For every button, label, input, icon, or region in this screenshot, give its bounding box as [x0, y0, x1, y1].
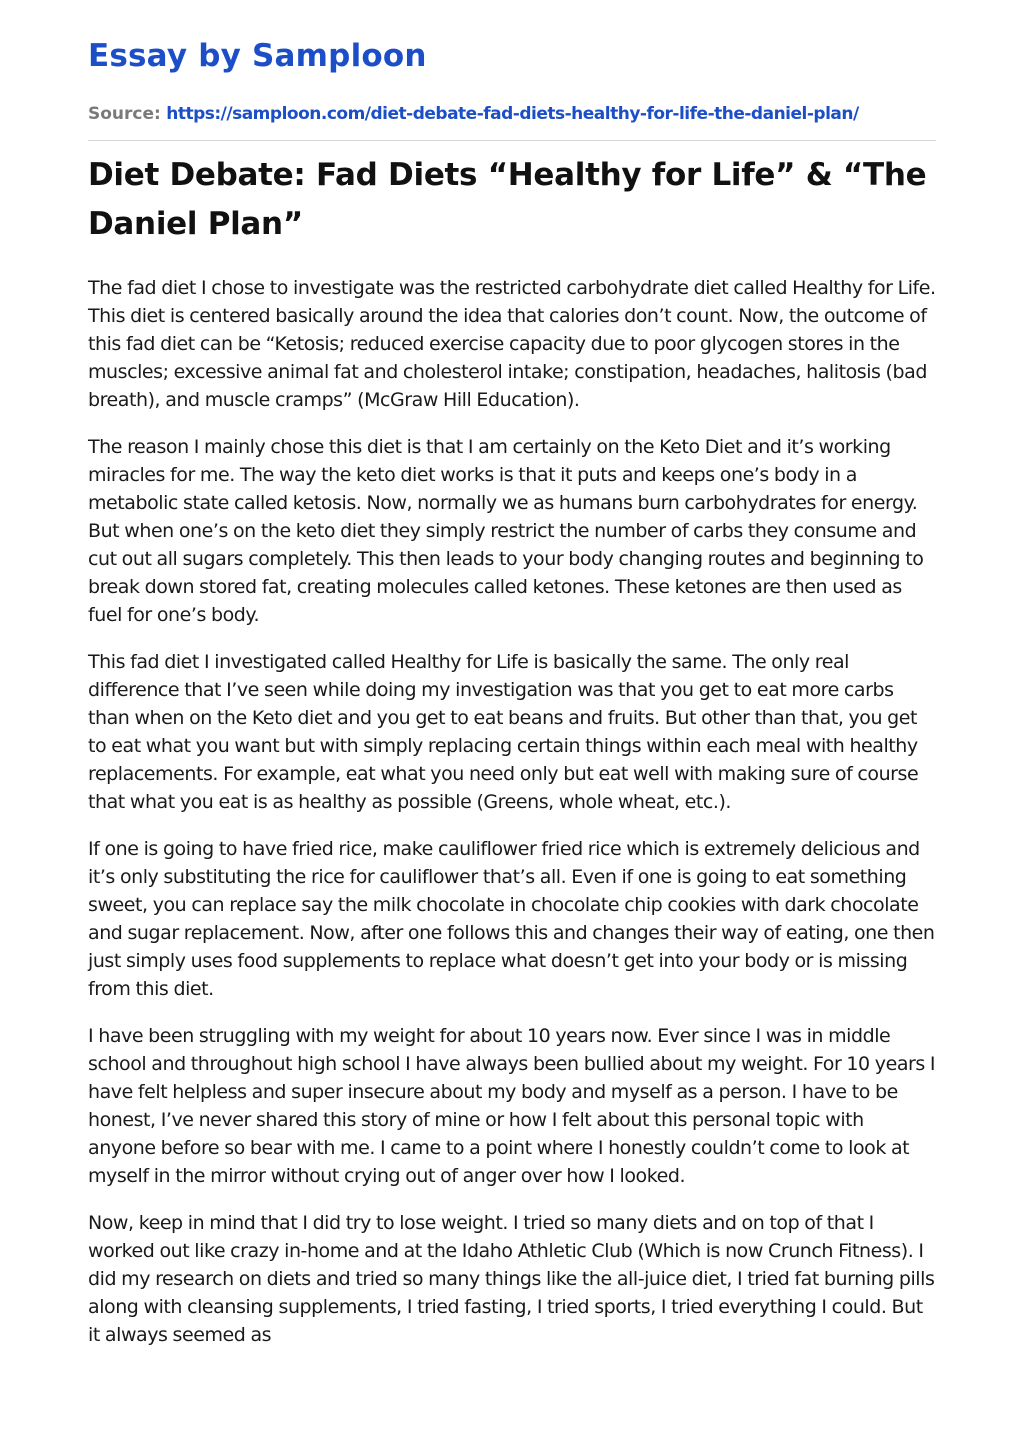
essay-body: [88, 274, 936, 1349]
site-brand-title: Essay by Samploon: [88, 38, 427, 74]
essay-paragraph: I have been struggling with my weight for about 10 years now. Ever since I was in middle school and throughout high school I have always been bullied about my weight. For 10 years I have felt helpless and super insecure about my body and myself as a person. I have to be honest, I’ve never shared this story of mine or how I felt about this personal topic with anyone before so bear with me. I came to a point where I honestly couldn’t come to look at myself in the mirror without crying out of anger over how I looked.: [88, 1025, 936, 1187]
essay-paragraph: The reason I mainly chose this diet is that I am certainly on the Keto Diet and it’s working miracles for me. The way the keto diet works is that it puts and keeps one’s body in a metabolic state called ketosis. Now, normally we as humans burn carbohydrates for energy. But when one’s on the keto diet they simply restrict the number of carbs they consume and cut out all sugars completely. This then leads to your body changing routes and beginning to break down stored fat, creating molecules called ketones. These ketones are then used as fuel for one’s body.: [88, 436, 924, 626]
essay-paragraph: Now, keep in mind that I did try to lose weight. I tried so many diets and on top of that I worked out like crazy in-home and at the Idaho Athletic Club (Which is now Crunch Fitness). I did my research on diets and tried so many things like the all-juice diet, I tried fat burning pills along with cleansing supplements, I tried fasting, I tried sports, I tried everything I could. But it always seemed as: [88, 1212, 935, 1346]
source-label: Source:: [88, 104, 161, 124]
essay-paragraph: This fad diet I investigated called Healthy for Life is basically the same. The only real difference that I’ve seen while doing my investigation was that you get to eat more carbs than when on the Keto diet and you get to eat beans and fruits. But other than that, you get to eat what you want but with simply replacing certain things within each meal with healthy replacements. For example, eat what you need only but eat well with making sure of course that what you eat is as healthy as possible (Greens, whole wheat, etc.).: [88, 651, 919, 813]
source-link[interactable]: https://samploon.com/diet-debate-fad-diets-healthy-for-life-the-daniel-plan/: [166, 104, 859, 124]
essay-paragraph: If one is going to have fried rice, make cauliflower fried rice which is extremely delicious and it’s only substituting the rice for cauliflower that’s all. Even if one is going to eat something sweet, you can replace say the milk chocolate in chocolate chip cookies with dark chocolate and sugar replacement. Now, after one follows this and changes their way of eating, one then just simply uses food supplements to replace what doesn’t get into your body or is missing from this diet.: [88, 838, 935, 1000]
essay-paragraph: The fad diet I chose to investigate was the restricted carbohydrate diet called Healthy for Life. This diet is centered basically around the idea that calories don’t count. Now, the outcome of this fad diet can be “Ketosis; reduced exercise capacity due to poor glycogen stores in the muscles; excessive animal fat and cholesterol intake; constipation, headaches, halitosis (bad breath), and muscle cramps” (McGraw Hill Education).: [88, 277, 936, 411]
essay-title: Diet Debate: Fad Diets “Healthy for Life” & “The Daniel Plan”: [88, 157, 927, 242]
source-line: [88, 102, 936, 126]
header-divider: [88, 140, 936, 141]
